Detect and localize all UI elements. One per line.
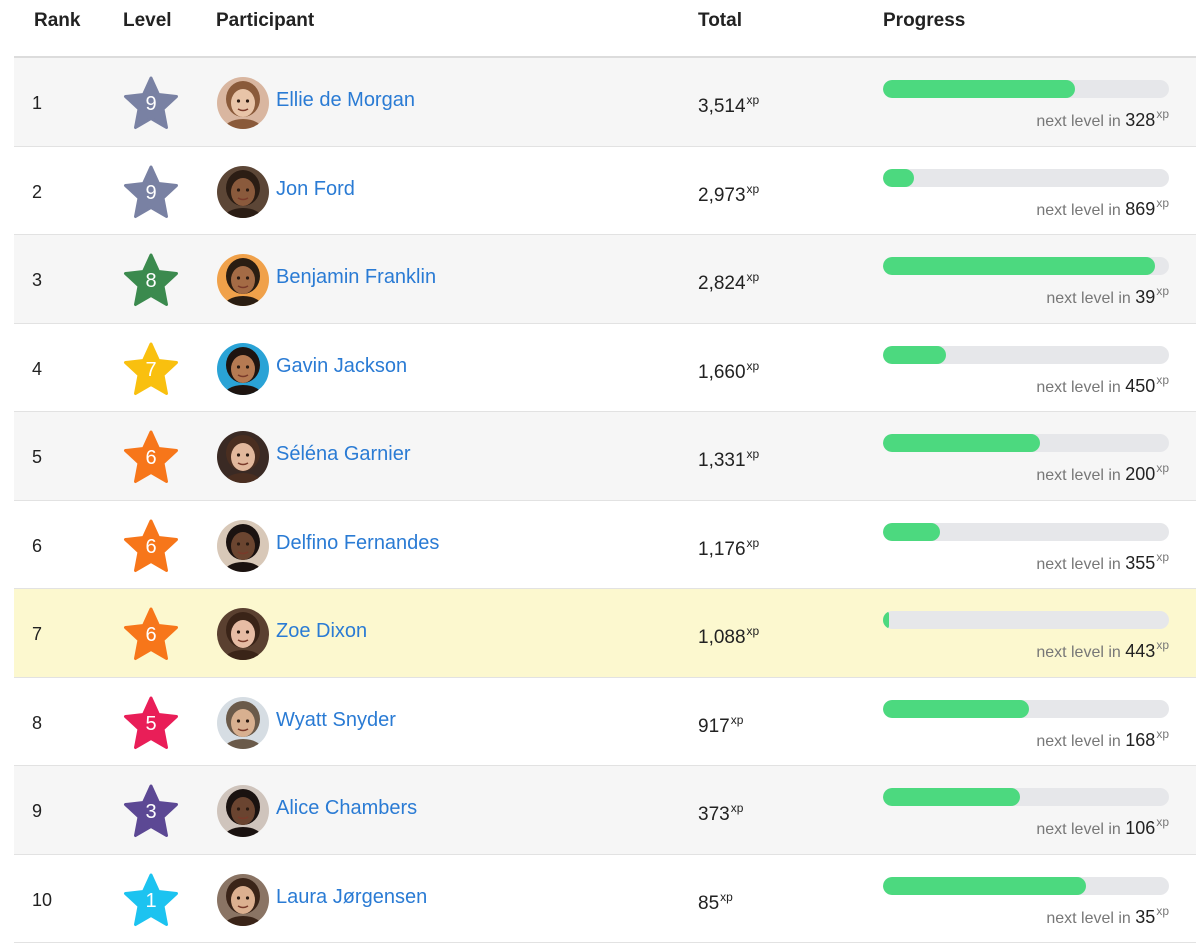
total-xp	[698, 890, 733, 915]
next-level-label: next level in	[1036, 733, 1121, 750]
table-row-9	[14, 766, 1196, 855]
next-level-value: 443	[1125, 641, 1155, 661]
xp-unit: xp	[747, 270, 760, 284]
next-level-text	[1046, 284, 1169, 308]
total-value: 1,331	[698, 450, 746, 471]
avatar-portrait-icon	[217, 343, 269, 395]
avatar-portrait-icon	[217, 431, 269, 483]
xp-unit: xp	[1156, 727, 1169, 741]
next-level-text	[1036, 727, 1169, 751]
total-value: 1,660	[698, 362, 746, 383]
progress-fill	[883, 611, 889, 629]
xp-unit: xp	[747, 93, 760, 107]
rank-cell: 2	[32, 182, 42, 203]
avatar[interactable]	[217, 431, 269, 483]
avatar-portrait-icon	[217, 166, 269, 218]
xp-unit: xp	[1156, 638, 1169, 652]
avatar-portrait-icon	[217, 608, 269, 660]
column-header-level[interactable]: Level	[123, 10, 172, 32]
level-badge	[123, 165, 179, 219]
avatar[interactable]	[217, 254, 269, 306]
xp-unit: xp	[747, 624, 760, 638]
level-badge	[123, 342, 179, 396]
xp-unit: xp	[1156, 196, 1169, 210]
total-xp	[698, 182, 759, 207]
progress-fill	[883, 700, 1029, 718]
next-level-value: 35	[1135, 907, 1155, 927]
total-value: 2,973	[698, 185, 746, 206]
level-badge	[123, 696, 179, 750]
xp-unit: xp	[1156, 550, 1169, 564]
participant-name-link[interactable]: Wyatt Snyder	[276, 709, 396, 732]
level-badge	[123, 784, 179, 838]
participant-name-link[interactable]: Ellie de Morgan	[276, 89, 415, 112]
level-badge	[123, 430, 179, 484]
level-number: 9	[123, 182, 179, 205]
xp-unit: xp	[1156, 904, 1169, 918]
column-header-total[interactable]: Total	[698, 10, 742, 32]
xp-unit: xp	[747, 536, 760, 550]
avatar[interactable]	[217, 166, 269, 218]
total-xp	[698, 270, 759, 295]
next-level-label: next level in	[1036, 644, 1121, 661]
avatar[interactable]	[217, 608, 269, 660]
progress-bar	[883, 877, 1169, 895]
avatar[interactable]	[217, 520, 269, 572]
next-level-text	[1036, 461, 1169, 485]
next-level-text	[1036, 815, 1169, 839]
participant-name-link[interactable]: Alice Chambers	[276, 797, 417, 820]
total-value: 1,176	[698, 539, 746, 560]
participant-name-link[interactable]: Zoe Dixon	[276, 620, 367, 643]
total-value: 2,824	[698, 273, 746, 294]
xp-unit: xp	[747, 359, 760, 373]
progress-bar	[883, 257, 1169, 275]
progress-fill	[883, 523, 940, 541]
progress-bar	[883, 700, 1169, 718]
table-row-6	[14, 501, 1196, 590]
column-header-rank[interactable]: Rank	[34, 10, 80, 32]
column-header-participant[interactable]: Participant	[216, 10, 314, 32]
total-value: 917	[698, 716, 730, 737]
progress-bar	[883, 434, 1169, 452]
avatar[interactable]	[217, 697, 269, 749]
avatar[interactable]	[217, 343, 269, 395]
progress-fill	[883, 877, 1086, 895]
xp-unit: xp	[720, 890, 733, 904]
xp-unit: xp	[731, 801, 744, 815]
level-badge	[123, 873, 179, 927]
next-level-value: 39	[1135, 287, 1155, 307]
participant-name-link[interactable]: Jon Ford	[276, 178, 355, 201]
next-level-text	[1036, 638, 1169, 662]
next-level-text	[1046, 904, 1169, 928]
level-number: 5	[123, 713, 179, 736]
total-value: 3,514	[698, 96, 746, 117]
table-row-5	[14, 412, 1196, 501]
table-row-2	[14, 147, 1196, 236]
total-value: 1,088	[698, 627, 746, 648]
progress-fill	[883, 434, 1040, 452]
level-number: 1	[123, 890, 179, 913]
rank-cell: 8	[32, 713, 42, 734]
participant-name-link[interactable]: Séléna Garnier	[276, 443, 411, 466]
next-level-value: 328	[1125, 110, 1155, 130]
next-level-text	[1036, 550, 1169, 574]
next-level-label: next level in	[1046, 910, 1131, 927]
progress-bar	[883, 169, 1169, 187]
avatar-portrait-icon	[217, 874, 269, 926]
xp-unit: xp	[1156, 815, 1169, 829]
xp-unit: xp	[747, 447, 760, 461]
progress-bar	[883, 80, 1169, 98]
next-level-label: next level in	[1046, 290, 1131, 307]
participant-name-link[interactable]: Laura Jørgensen	[276, 886, 427, 909]
next-level-value: 200	[1125, 464, 1155, 484]
level-number: 9	[123, 93, 179, 116]
rank-cell: 7	[32, 624, 42, 645]
next-level-value: 106	[1125, 818, 1155, 838]
progress-fill	[883, 346, 946, 364]
total-value: 373	[698, 804, 730, 825]
level-number: 6	[123, 536, 179, 559]
level-badge	[123, 607, 179, 661]
level-number: 6	[123, 624, 179, 647]
next-level-value: 450	[1125, 376, 1155, 396]
level-number: 6	[123, 447, 179, 470]
progress-bar	[883, 788, 1169, 806]
total-xp	[698, 93, 759, 118]
level-number: 8	[123, 270, 179, 293]
next-level-label: next level in	[1036, 821, 1121, 838]
progress-fill	[883, 80, 1075, 98]
avatar[interactable]	[217, 785, 269, 837]
progress-bar	[883, 523, 1169, 541]
next-level-value: 355	[1125, 553, 1155, 573]
progress-bar	[883, 346, 1169, 364]
avatar-portrait-icon	[217, 77, 269, 129]
total-xp	[698, 713, 743, 738]
total-xp	[698, 801, 743, 826]
next-level-value: 869	[1125, 199, 1155, 219]
rank-cell: 10	[32, 890, 52, 911]
next-level-label: next level in	[1036, 379, 1121, 396]
next-level-text	[1036, 196, 1169, 220]
progress-bar	[883, 611, 1169, 629]
xp-unit: xp	[747, 182, 760, 196]
rank-cell: 6	[32, 536, 42, 557]
avatar-portrait-icon	[217, 254, 269, 306]
level-badge	[123, 519, 179, 573]
total-xp	[698, 359, 759, 384]
xp-unit: xp	[1156, 373, 1169, 387]
participant-name-link[interactable]: Gavin Jackson	[276, 355, 407, 378]
participant-name-link[interactable]: Delfino Fernandes	[276, 532, 439, 555]
avatar-portrait-icon	[217, 520, 269, 572]
total-value: 85	[698, 893, 719, 914]
table-body	[14, 58, 1196, 943]
next-level-text	[1036, 373, 1169, 397]
avatar-portrait-icon	[217, 697, 269, 749]
level-number: 3	[123, 801, 179, 824]
total-xp	[698, 447, 759, 472]
xp-unit: xp	[1156, 461, 1169, 475]
rank-cell: 3	[32, 270, 42, 291]
next-level-text	[1036, 107, 1169, 131]
table-row-10	[14, 855, 1196, 943]
total-xp	[698, 536, 759, 561]
table-row-8	[14, 678, 1196, 767]
total-xp	[698, 624, 759, 649]
table-row-3	[14, 235, 1196, 324]
avatar-portrait-icon	[217, 785, 269, 837]
next-level-label: next level in	[1036, 113, 1121, 130]
rank-cell: 5	[32, 447, 42, 468]
table-row-7	[14, 589, 1196, 678]
progress-fill	[883, 169, 914, 187]
xp-unit: xp	[1156, 107, 1169, 121]
avatar[interactable]	[217, 77, 269, 129]
next-level-label: next level in	[1036, 202, 1121, 219]
avatar[interactable]	[217, 874, 269, 926]
next-level-value: 168	[1125, 730, 1155, 750]
rank-cell: 4	[32, 359, 42, 380]
next-level-label: next level in	[1036, 467, 1121, 484]
xp-unit: xp	[1156, 284, 1169, 298]
level-number: 7	[123, 359, 179, 382]
table-header	[0, 0, 1196, 56]
participant-name-link[interactable]: Benjamin Franklin	[276, 266, 436, 289]
column-header-progress[interactable]: Progress	[883, 10, 965, 32]
progress-fill	[883, 257, 1155, 275]
level-badge	[123, 76, 179, 130]
level-badge	[123, 253, 179, 307]
xp-unit: xp	[731, 713, 744, 727]
progress-fill	[883, 788, 1020, 806]
table-row-4	[14, 324, 1196, 413]
next-level-label: next level in	[1036, 556, 1121, 573]
rank-cell: 1	[32, 93, 42, 114]
table-row-1	[14, 58, 1196, 147]
rank-cell: 9	[32, 801, 42, 822]
